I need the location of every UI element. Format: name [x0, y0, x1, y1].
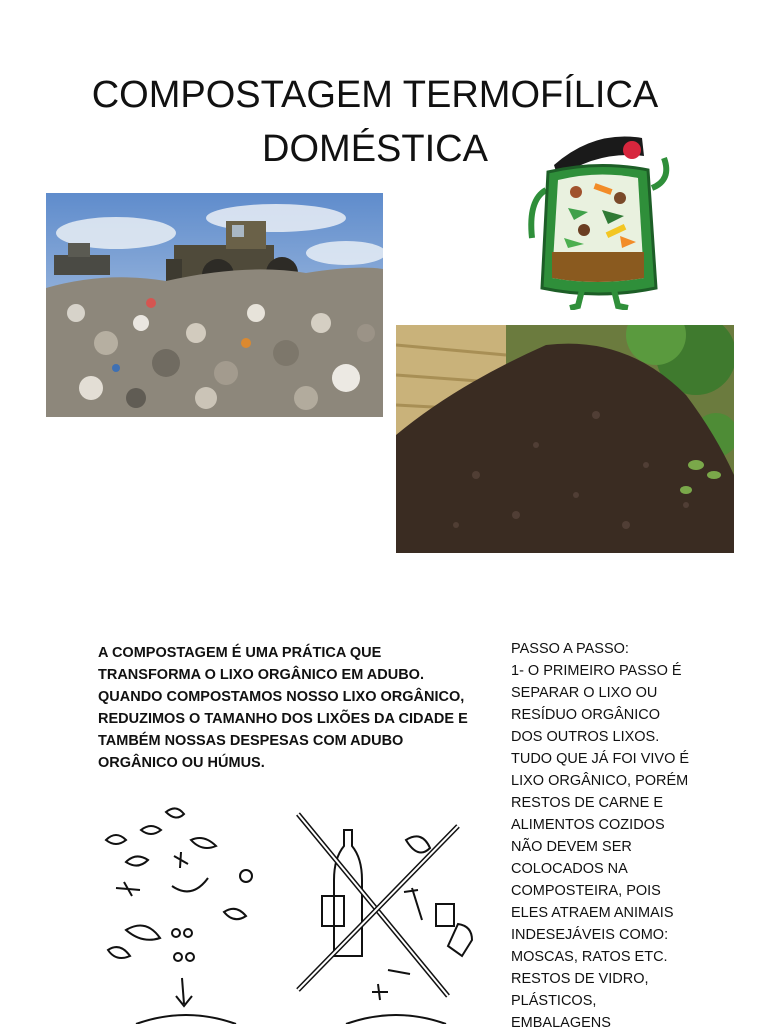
steps-line: RESTOS DE CARNE E: [511, 795, 664, 811]
steps-line: ELES ATRAEM ANIMAIS: [511, 905, 674, 921]
steps-line: COLOCADOS NA: [511, 861, 628, 877]
landfill-illustration: [46, 193, 383, 417]
compost-bin-mascot: [524, 120, 674, 310]
steps-line: EMBALAGENS: [511, 1015, 611, 1031]
title-line-1: COMPOSTAGEM TERMOFÍLICA: [91, 74, 659, 116]
steps-line: RESÍDUO ORGÂNICO: [511, 707, 661, 723]
steps-line: COMPOSTEIRA, POIS: [511, 883, 661, 899]
steps-section: [511, 638, 731, 1034]
title-line-2: DOMÉSTICA: [262, 128, 488, 170]
waste-separation-sketch: [96, 800, 486, 1024]
intro-paragraph: A COMPOSTAGEM É UMA PRÁTICA QUE TRANSFORMA O LIXO ORGÂNICO EM ADUBO. QUANDO COMPOSTAMOS NOSSO LIXO ORGÂNICO, REDUZIMOS O TAMANHO DOS LIXÕES DA CIDADE E TAMBÉM NOSSAS DESPESAS COM ADUBO ORGÂNICO OU HÚMUS.: [98, 645, 468, 771]
steps-line: TUDO QUE JÁ FOI VIVO É: [511, 751, 690, 767]
landfill-photo: [46, 193, 383, 417]
steps-line: 1- O PRIMEIRO PASSO É: [511, 663, 682, 679]
steps-line: LIXO ORGÂNICO, PORÉM: [511, 773, 689, 789]
waste-separation-drawing: [96, 800, 486, 1024]
steps-line: MOSCAS, RATOS ETC.: [511, 949, 668, 965]
steps-line: SEPARAR O LIXO OU: [511, 685, 658, 701]
steps-line: PASSO A PASSO:: [511, 641, 629, 657]
steps-line: INDESEJÁVEIS COMO:: [511, 927, 669, 943]
steps-line: DOS OUTROS LIXOS.: [511, 729, 660, 745]
organic-waste-sketch: [106, 808, 252, 1024]
non-organic-waste-sketch: [322, 830, 472, 1024]
compost-pile-illustration: [396, 325, 734, 553]
steps-line: PLÁSTICOS,: [511, 993, 597, 1009]
compost-bin-mascot-drawing: [524, 120, 674, 310]
compost-pile-photo: [396, 325, 734, 553]
steps-line: RESTOS DE VIDRO,: [511, 971, 649, 987]
steps-line: NÃO DEVEM SER: [511, 839, 632, 855]
steps-line: ALIMENTOS COZIDOS: [511, 817, 665, 833]
